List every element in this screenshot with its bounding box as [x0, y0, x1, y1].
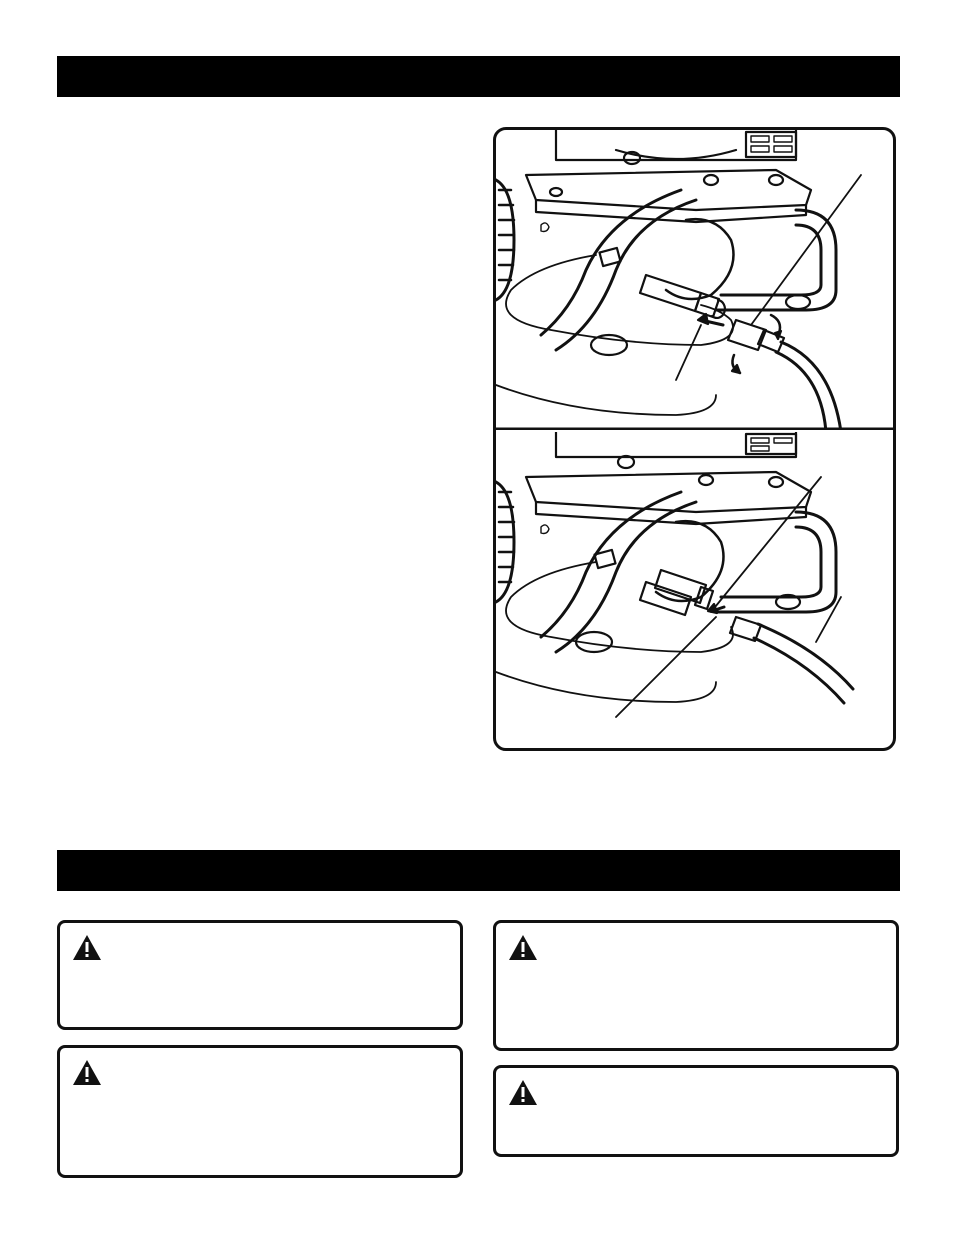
warning-box-1	[57, 920, 463, 1030]
warning-triangle-icon	[508, 934, 538, 961]
section-header-band-bottom	[57, 850, 900, 891]
warning-box-3	[493, 920, 899, 1051]
assembly-illustration	[493, 127, 896, 751]
warning-triangle-icon	[72, 934, 102, 961]
warning-triangle-icon	[72, 1059, 102, 1086]
warning-box-4	[493, 1065, 899, 1157]
section-header-band-top	[57, 56, 900, 97]
illustration-hose-connection-top	[496, 130, 896, 430]
warning-box-2	[57, 1045, 463, 1178]
warning-triangle-icon	[508, 1079, 538, 1106]
illustration-hose-connection-bottom	[496, 432, 896, 750]
